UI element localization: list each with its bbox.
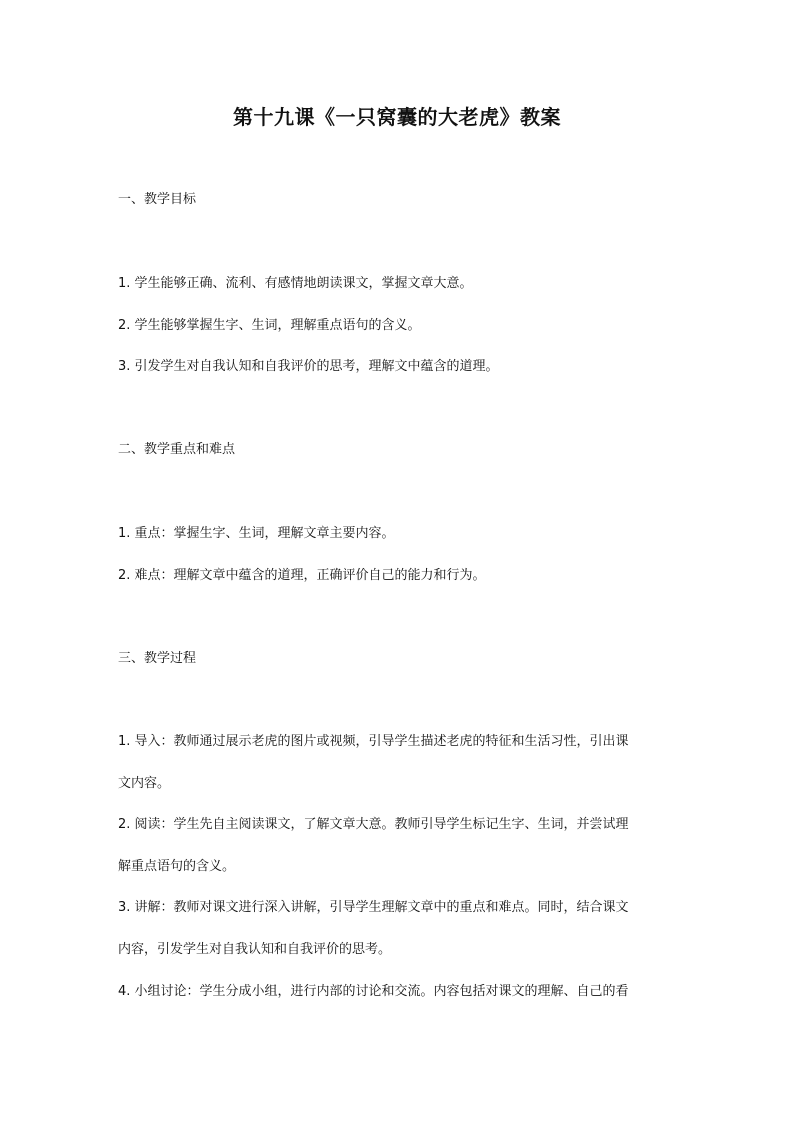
section-heading-key-points: 二、教学重点和难点: [118, 442, 236, 457]
list-item: 1. 重点：掌握生字、生词，理解文章主要内容。: [118, 526, 395, 541]
page-title: 第十九课《一只窝囊的大老虎》教案: [233, 105, 561, 129]
list-item: 1. 导入：教师通过展示老虎的图片或视频，引导学生描述老虎的特征和生活习性，引出课: [118, 734, 629, 749]
list-item: 4. 小组讨论：学生分成小组，进行内部的讨论和交流。内容包括对课文的理解、自己的看: [118, 984, 629, 999]
list-item-continuation: 文内容。: [118, 776, 171, 791]
list-item-continuation: 解重点语句的含义。: [118, 859, 236, 874]
section-heading-process: 三、教学过程: [118, 651, 197, 666]
list-item: 3. 引发学生对自我认知和自我评价的思考，理解文中蕴含的道理。: [118, 359, 499, 374]
list-item: 2. 难点：理解文章中蕴含的道理，正确评价自己的能力和行为。: [118, 568, 486, 583]
list-item-continuation: 内容，引发学生对自我认知和自我评价的思考。: [118, 942, 392, 957]
list-item: 2. 学生能够掌握生字、生词，理解重点语句的含义。: [118, 318, 421, 333]
list-item: 3. 讲解：教师对课文进行深入讲解，引导学生理解文章中的重点和难点。同时，结合课文: [118, 900, 629, 915]
section-heading-objectives: 一、教学目标: [118, 192, 197, 207]
list-item: 1. 学生能够正确、流利、有感情地朗读课文，掌握文章大意。: [118, 276, 473, 291]
list-item: 2. 阅读：学生先自主阅读课文，了解文章大意。教师引导学生标记生字、生词，并尝试理: [118, 817, 629, 832]
